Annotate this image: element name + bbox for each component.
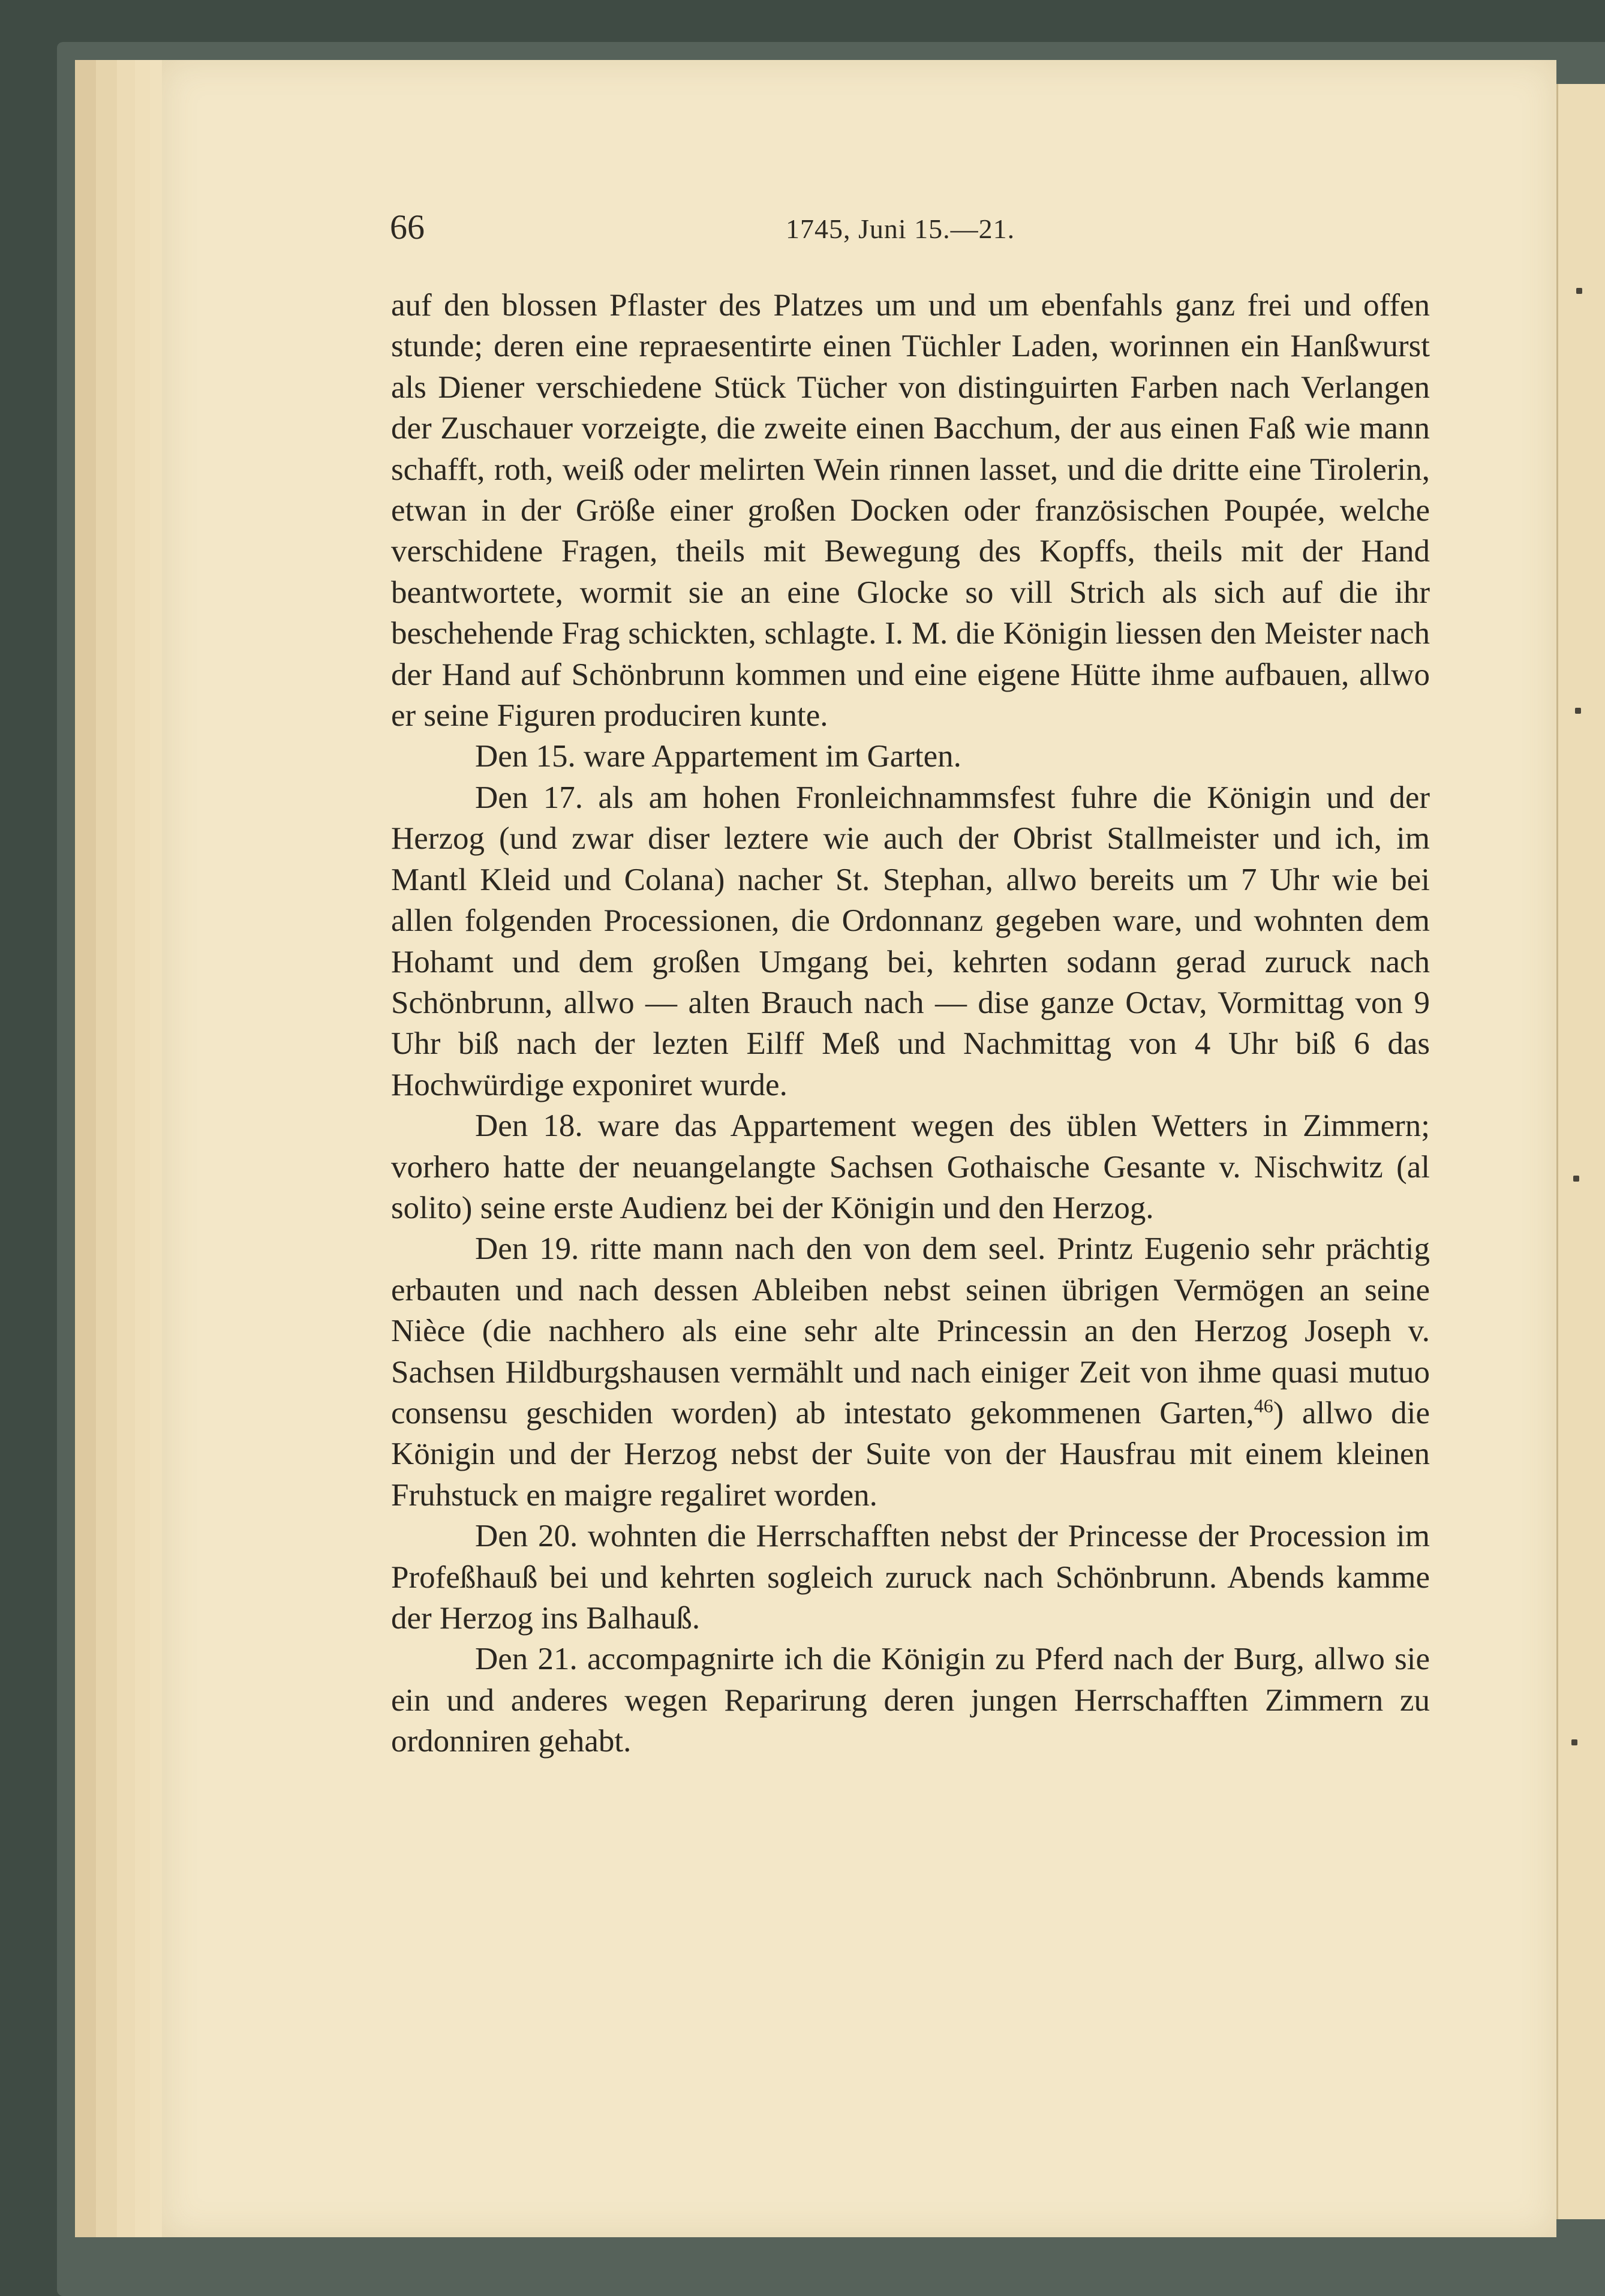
body-text bbox=[391, 285, 1430, 1762]
paragraph: auf den blossen Pflaster des Platzes um und um ebenfahls ganz frei und offen stunde; deren eine repraesentirte einen Tüchler Laden, worinnen ein Hanßwurst als Diener verschiedene Stück Tücher von distinguirten Farben nach Verlangen der Zuschauer vorzeigte, die zweite einen Bacchum, der aus einen Faß wie mann schafft, roth, weiß oder melirten Wein rinnen lasset, und die dritte eine Tirolerin, etwan in der Größe einer großen Docken oder französischen Poupée, welche verschidene Fragen, theils mit Bewegung des Kopffs, theils mit der Hand beantwortete, wormit sie an eine Glocke so vill Strich als sich auf die ihr beschehende Frag schickten, schlagte. I. M. die Königin liessen den Meister nach der Hand auf Schönbrunn kommen und eine eigene Hütte ihme aufbauen, allwo er seine Figuren produciren kunte. bbox=[391, 288, 1430, 734]
page-header bbox=[390, 207, 1433, 261]
paragraph-text: ) allwo die Königin und der Herzog nebst der Suite von der Hausfrau mit einem kleinen Fruhstuck en maigre regaliret worden. bbox=[391, 1395, 1430, 1513]
margin-mark bbox=[1575, 708, 1581, 714]
paragraph: Den 17. als am hohen Fronleichnammsfest fuhre die Königin und der Herzog (und zwar diser leztere wie auch der Obrist Stallmeister und ich, im Mantl Kleid und Colana) nacher St. Stephan, allwo bereits um 7 Uhr wie bei allen folgenden Processionen, die Ordonnanz gegeben ware, und wohnten dem Hohamt und dem großen Umgang bei, kehrten sodann gerad zuruck nach Schönbrunn, allwo — alten Brauch nach — dise ganze Octav, Vormittag von 9 Uhr biß nach der lezten Eilff Meß und Nachmittag von 4 Uhr biß 6 das Hochwürdige exponiret wurde. bbox=[391, 780, 1430, 1102]
paragraph: Den 15. ware Appartement im Garten. bbox=[475, 739, 961, 774]
paragraph bbox=[391, 1228, 1430, 1516]
margin-mark bbox=[1573, 1176, 1579, 1182]
paragraph-text: Den 19. ritte mann nach den von dem seel. Printz Eugenio sehr prächtig erbauten und nach dessen Ableiben nebst seinen übrigen Vermögen an seine Nièce (die nachhero als eine sehr alte Princessin an den Herzog Joseph v. Sachsen Hildburgshausen vermählt und nach einiger Zeit von ihme quasi mutuo consensu geschiden worden) ab intestato gekommenen Garten, bbox=[391, 1231, 1430, 1431]
page-number: 66 bbox=[390, 208, 425, 247]
paragraph: Den 20. wohnten die Herrschafften nebst der Princesse der Procession im Profeßhauß bei und kehrten sogleich zuruck nach Schönbrunn. Abends kamme der Herzog ins Balhauß. bbox=[391, 1519, 1430, 1636]
running-head: 1745, Juni 15.—21. bbox=[786, 214, 1015, 244]
margin-mark bbox=[1576, 288, 1582, 294]
paragraph: Den 21. accompagnirte ich die Königin zu Pferd nach der Burg, allwo sie ein und anderes wegen Reparirung deren jungen Herrschafften Zimmern zu ordonniren gehabt. bbox=[391, 1642, 1430, 1759]
footnote-reference[interactable]: 46 bbox=[1254, 1395, 1273, 1417]
margin-mark bbox=[1571, 1739, 1577, 1745]
facing-page-edge bbox=[1556, 84, 1605, 2219]
paragraph: Den 18. ware das Appartement wegen des üblen Wetters in Zimmern; vorhero hatte der neuangelangte Sachsen Gothaische Gesante v. Nischwitz (al solito) seine erste Audienz bei der Königin und den Herzog. bbox=[391, 1108, 1430, 1225]
